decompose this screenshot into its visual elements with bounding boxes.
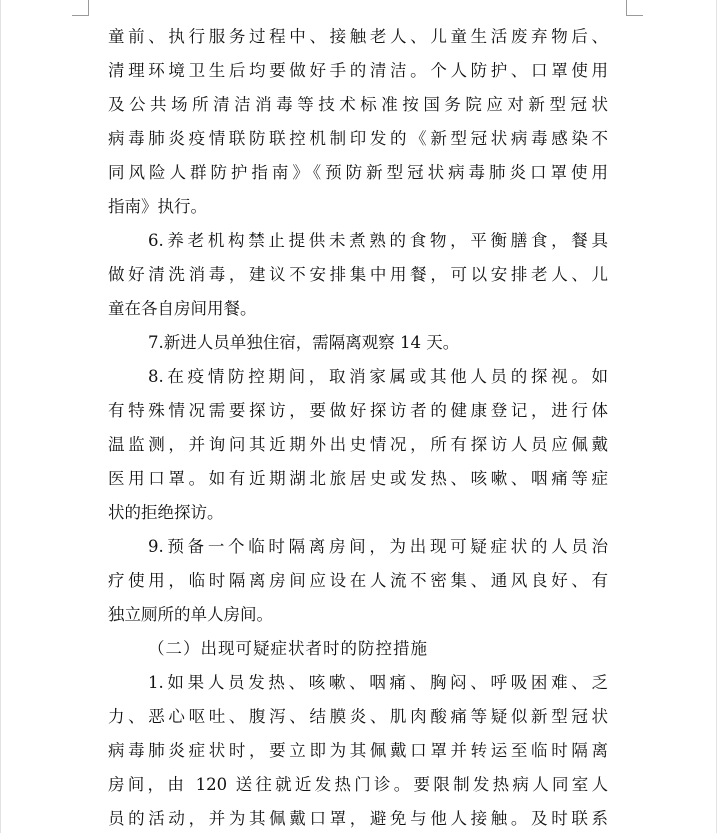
body-line: 状的拒绝探访。 — [108, 503, 224, 522]
paragraph-8-start: 8.在疫情防控期间，取消家属或其他人员的探视。如 — [148, 367, 608, 386]
body-line: 独立厕所的单人房间。 — [108, 605, 273, 624]
crop-mark-right-horizontal — [626, 15, 643, 16]
body-line: 病毒肺炎症状时，要立即为其佩戴口罩并转运至临时隔离 — [108, 741, 608, 760]
body-line: 病毒肺炎疫情联防联控机制印发的《新型冠状病毒感染不 — [108, 129, 608, 148]
paragraph-7-start: 7.新进人员单独住宿，需隔离观察 14 天。 — [148, 333, 460, 352]
body-line: 有特殊情况需要探访，要做好探访者的健康登记，进行体 — [108, 401, 608, 420]
body-line: 及公共场所清洁消毒等技术标准按国务院应对新型冠状 — [108, 95, 608, 114]
body-line: 清理环境卫生后均要做好手的清洁。个人防护、口罩使用 — [108, 61, 608, 80]
body-line: 疗使用，临时隔离房间应设在人流不密集、通风良好、有 — [108, 571, 608, 590]
body-line: 同风险人群防护指南》《预防新型冠状病毒肺炎口罩使用 — [108, 163, 608, 182]
page-left-edge — [0, 0, 1, 833]
body-line: 做好清洗消毒，建议不安排集中用餐，可以安排老人、儿 — [108, 265, 608, 284]
body-line: 力、恶心呕吐、腹泻、结膜炎、肌肉酸痛等疑似新型冠状 — [108, 707, 608, 726]
crop-mark-left-vertical — [88, 0, 89, 16]
body-line: 房间，由 120 送往就近发热门诊。要限制发热病人同室人 — [108, 775, 608, 794]
body-line: 温监测，并询问其近期外出史情况，所有探访人员应佩戴 — [108, 435, 608, 454]
paragraph-9-start: 9.预备一个临时隔离房间，为出现可疑症状的人员治 — [148, 537, 608, 556]
body-line: 医用口罩。如有近期湖北旅居史或发热、咳嗽、咽痛等症 — [108, 469, 608, 488]
paragraph-1-start: 1.如果人员发热、咳嗽、咽痛、胸闷、呼吸困难、乏 — [148, 673, 608, 692]
body-line: 童在各自房间用餐。 — [108, 299, 257, 318]
document-body — [108, 20, 608, 833]
body-line: 指南》执行。 — [108, 197, 207, 216]
paragraph-6-start: 6.养老机构禁止提供未煮熟的食物，平衡膳食，餐具 — [148, 231, 608, 250]
body-line: 员的活动，并为其佩戴口罩，避免与他人接触。及时联系 — [108, 809, 608, 828]
crop-mark-left-horizontal — [72, 15, 89, 16]
body-line: 童前、执行服务过程中、接触老人、儿童生活废弃物后、 — [108, 27, 608, 46]
crop-mark-right-vertical — [626, 0, 627, 16]
section-heading: （二）出现可疑症状者时的防控措施 — [148, 639, 428, 658]
